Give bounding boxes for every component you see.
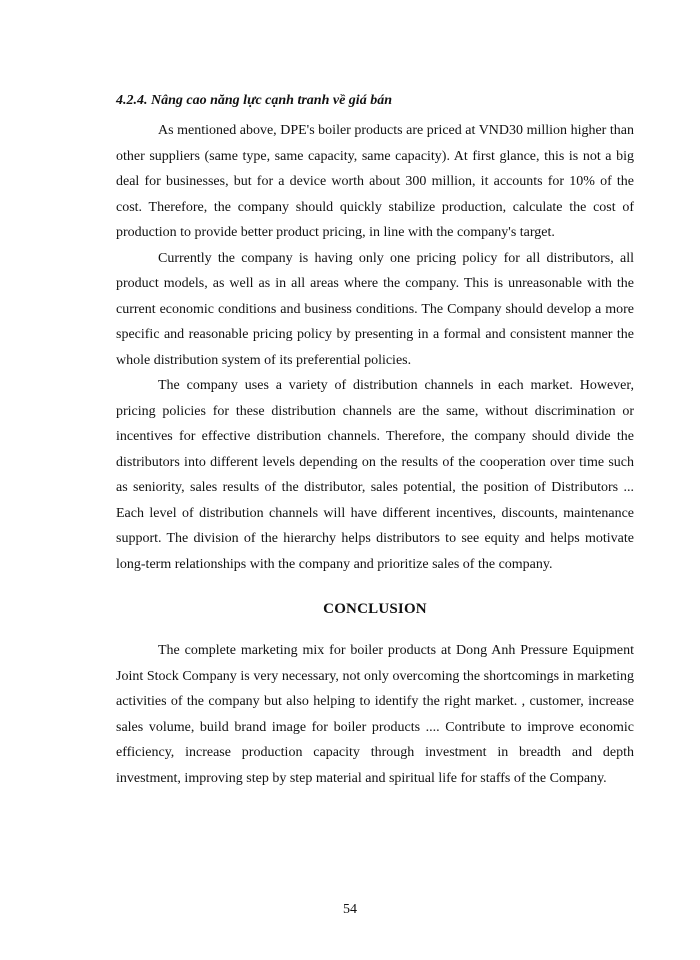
paragraph-conclusion: The complete marketing mix for boiler products at Dong Anh Pressure Equipment Joint Stock Company is very necessary, not only overcoming the shortcomings in marketing activities of the company but also helping to identify the right market. , customer, increase sales volume, build brand image for boiler products .... Contribute to improve economic efficiency, increase production capacity through investment in breadth and depth investment, improving step by step material and spiritual life for staffs of the Company. [116,643,634,786]
paragraph-pricing-gap: As mentioned above, DPE's boiler products are priced at VND30 million higher than other suppliers (same type, same capacity, same capacity). At first glance, this is not a big deal for businesses, but for a device worth about 300 million, it accounts for 10% of the cost. Therefore, the company should quickly stabilize production, calculate the cost of production to provide better product pricing, in line with the company's target. [116,123,634,240]
paragraph-distribution-levels: The company uses a variety of distribution channels in each market. However, pricing policies for these distribution channels are the same, without discrimination or incentives for effective distribution channels. Therefore, the company should divide the distributors into different levels depending on the results of the cooperation over time such as seniority, sales results of the distributor, sales potential, the position of Distributors ... Each level of distribution channels will have different incentives, discounts, maintenance support. The division of the hierarchy helps distributors to see equity and helps motivate long-term relationships with the company and prioritize sales of the company. [116,378,634,572]
paragraph-pricing-policy: Currently the company is having only one pricing policy for all distributors, all product models, as well as in all areas where the company. This is unreasonable with the current economic conditions and business conditions. The Company should develop a more specific and reasonable pricing policy by presenting in a formal and consistent manner the whole distribution system of its preferential policies. [116,250,634,368]
page-number: 54 [343,902,357,917]
section-heading: 4.2.4. Nâng cao năng lực cạnh tranh về giá bán [116,93,392,108]
document-page [116,92,634,791]
conclusion-heading: CONCLUSION [323,601,427,617]
